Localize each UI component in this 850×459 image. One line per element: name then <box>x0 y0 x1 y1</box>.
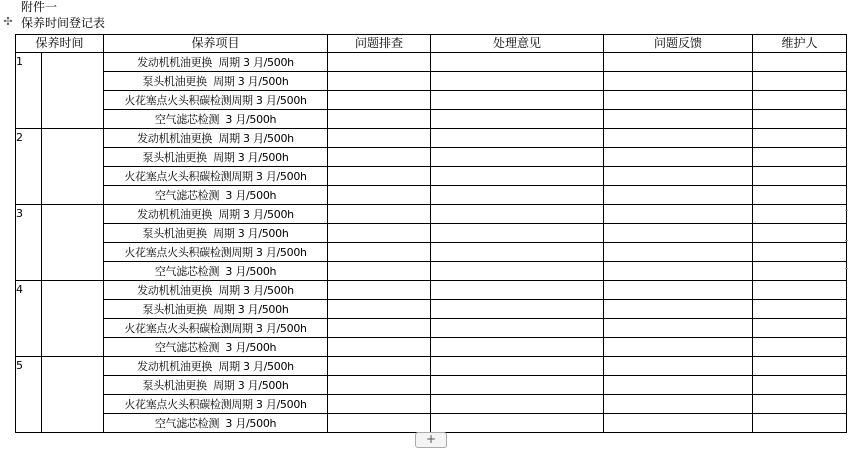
feedback-cell[interactable] <box>604 167 753 186</box>
maintenance-item-cell[interactable]: 火花塞点火头积碳检测周期 3 月/500h <box>104 243 328 262</box>
feedback-cell[interactable] <box>604 243 753 262</box>
maintainer-cell[interactable] <box>753 300 847 319</box>
maintainer-cell[interactable] <box>753 243 847 262</box>
feedback-cell[interactable] <box>604 281 753 300</box>
maintenance-item-cell[interactable]: 火花塞点火头积碳检测周期 3 月/500h <box>104 319 328 338</box>
maintenance-date-cell[interactable] <box>42 357 104 433</box>
table-row <box>16 205 847 224</box>
handling-opinion-cell[interactable] <box>431 281 604 300</box>
maintainer-cell[interactable] <box>753 186 847 205</box>
feedback-cell[interactable] <box>604 129 753 148</box>
annex-label: 附件一 <box>21 0 58 14</box>
maintenance-item-cell[interactable]: 泵头机油更换 周期 3 月/500h <box>104 224 328 243</box>
feedback-cell[interactable] <box>604 395 753 414</box>
table-row <box>16 338 847 357</box>
add-row-button[interactable] <box>415 432 447 448</box>
maintenance-item-cell[interactable]: 发动机机油更换 周期 3 月/500h <box>104 281 328 300</box>
handling-opinion-cell[interactable] <box>431 110 604 129</box>
troubleshooting-cell[interactable] <box>328 338 431 357</box>
maintenance-item-cell[interactable]: 泵头机油更换 周期 3 月/500h <box>104 300 328 319</box>
table-row <box>16 281 847 300</box>
maintainer-cell[interactable] <box>753 414 847 433</box>
troubleshooting-cell[interactable] <box>328 91 431 110</box>
feedback-cell[interactable] <box>604 319 753 338</box>
header-maintenance-time[interactable]: 保养时间 <box>16 35 104 53</box>
maintenance-item-cell[interactable]: 发动机机油更换 周期 3 月/500h <box>104 129 328 148</box>
table-row <box>16 414 847 433</box>
group-index-cell[interactable]: 4 <box>16 281 42 357</box>
maintenance-item-cell[interactable]: 泵头机油更换 周期 3 月/500h <box>104 148 328 167</box>
feedback-cell[interactable] <box>604 148 753 167</box>
plus-icon: + <box>425 432 437 446</box>
table-row <box>16 262 847 281</box>
maintenance-item-cell[interactable]: 发动机机油更换 周期 3 月/500h <box>104 357 328 376</box>
maintenance-item-cell[interactable]: 泵头机油更换 周期 3 月/500h <box>104 376 328 395</box>
handling-opinion-cell[interactable] <box>431 338 604 357</box>
feedback-cell[interactable] <box>604 414 753 433</box>
feedback-cell[interactable] <box>604 91 753 110</box>
header-feedback[interactable]: 问题反馈 <box>604 35 753 53</box>
table-resize-marks <box>845 210 849 270</box>
maintainer-cell[interactable] <box>753 262 847 281</box>
feedback-cell[interactable] <box>604 72 753 91</box>
table-row <box>16 129 847 148</box>
maintainer-cell[interactable] <box>753 319 847 338</box>
maintainer-cell[interactable] <box>753 110 847 129</box>
table-row <box>16 224 847 243</box>
table-row <box>16 167 847 186</box>
handling-opinion-cell[interactable] <box>431 91 604 110</box>
maintainer-cell[interactable] <box>753 148 847 167</box>
feedback-cell[interactable] <box>604 338 753 357</box>
document-title: 保养时间登记表 <box>21 16 106 30</box>
header-maintenance-item[interactable]: 保养项目 <box>104 35 328 53</box>
troubleshooting-cell[interactable] <box>328 148 431 167</box>
troubleshooting-cell[interactable] <box>328 129 431 148</box>
feedback-cell[interactable] <box>604 205 753 224</box>
maintenance-item-cell[interactable]: 发动机机油更换 周期 3 月/500h <box>104 205 328 224</box>
maintainer-cell[interactable] <box>753 167 847 186</box>
table-row <box>16 72 847 91</box>
maintainer-cell[interactable] <box>753 395 847 414</box>
troubleshooting-cell[interactable] <box>328 319 431 338</box>
group-index-cell[interactable]: 3 <box>16 205 42 281</box>
maintenance-item-cell[interactable]: 空气滤芯检测 3 月/500h <box>104 262 328 281</box>
troubleshooting-cell[interactable] <box>328 186 431 205</box>
troubleshooting-cell[interactable] <box>328 53 431 72</box>
handling-opinion-cell[interactable] <box>431 357 604 376</box>
troubleshooting-cell[interactable] <box>328 376 431 395</box>
handling-opinion-cell[interactable] <box>431 414 604 433</box>
troubleshooting-cell[interactable] <box>328 224 431 243</box>
maintainer-cell[interactable] <box>753 91 847 110</box>
maintenance-item-cell[interactable]: 空气滤芯检测 3 月/500h <box>104 110 328 129</box>
feedback-cell[interactable] <box>604 224 753 243</box>
handling-opinion-cell[interactable] <box>431 319 604 338</box>
troubleshooting-cell[interactable] <box>328 167 431 186</box>
table-row <box>16 186 847 205</box>
feedback-cell[interactable] <box>604 300 753 319</box>
table-row <box>16 357 847 376</box>
handling-opinion-cell[interactable] <box>431 53 604 72</box>
maintainer-cell[interactable] <box>753 205 847 224</box>
handling-opinion-cell[interactable] <box>431 224 604 243</box>
maintenance-item-cell[interactable]: 空气滤芯检测 3 月/500h <box>104 338 328 357</box>
maintenance-item-cell[interactable]: 火花塞点火头积碳检测周期 3 月/500h <box>104 91 328 110</box>
troubleshooting-cell[interactable] <box>328 414 431 433</box>
troubleshooting-cell[interactable] <box>328 300 431 319</box>
maintenance-item-cell[interactable]: 发动机机油更换 周期 3 月/500h <box>104 53 328 72</box>
table-row <box>16 53 847 72</box>
maintenance-date-cell[interactable] <box>42 281 104 357</box>
handling-opinion-cell[interactable] <box>431 262 604 281</box>
handling-opinion-cell[interactable] <box>431 205 604 224</box>
header-troubleshooting[interactable]: 问题排查 <box>328 35 431 53</box>
maintenance-date-cell[interactable] <box>42 129 104 205</box>
header-maintainer[interactable]: 维护人 <box>753 35 847 53</box>
troubleshooting-cell[interactable] <box>328 357 431 376</box>
handling-opinion-cell[interactable] <box>431 300 604 319</box>
feedback-cell[interactable] <box>604 262 753 281</box>
maintainer-cell[interactable] <box>753 72 847 91</box>
table-row <box>16 91 847 110</box>
group-index-cell[interactable]: 2 <box>16 129 42 205</box>
feedback-cell[interactable] <box>604 376 753 395</box>
maintenance-date-cell[interactable] <box>42 53 104 129</box>
feedback-cell[interactable] <box>604 357 753 376</box>
maintenance-item-cell[interactable]: 火花塞点火头积碳检测周期 3 月/500h <box>104 167 328 186</box>
table-row <box>16 110 847 129</box>
table-row <box>16 148 847 167</box>
maintenance-item-cell[interactable]: 泵头机油更换 周期 3 月/500h <box>104 72 328 91</box>
maintainer-cell[interactable] <box>753 376 847 395</box>
table-row <box>16 395 847 414</box>
handling-opinion-cell[interactable] <box>431 167 604 186</box>
handling-opinion-cell[interactable] <box>431 186 604 205</box>
group-index-cell[interactable]: 5 <box>16 357 42 433</box>
feedback-cell[interactable] <box>604 110 753 129</box>
maintainer-cell[interactable] <box>753 129 847 148</box>
maintenance-item-cell[interactable]: 空气滤芯检测 3 月/500h <box>104 186 328 205</box>
maintenance-item-cell[interactable]: 空气滤芯检测 3 月/500h <box>104 414 328 433</box>
maintenance-log-table <box>15 34 847 433</box>
handling-opinion-cell[interactable] <box>431 243 604 262</box>
feedback-cell[interactable] <box>604 186 753 205</box>
table-move-handle-icon[interactable]: ✣ <box>3 15 13 28</box>
maintainer-cell[interactable] <box>753 224 847 243</box>
troubleshooting-cell[interactable] <box>328 262 431 281</box>
table-row <box>16 300 847 319</box>
table-row <box>16 376 847 395</box>
troubleshooting-cell[interactable] <box>328 395 431 414</box>
table-header-row <box>16 35 847 53</box>
group-index-cell[interactable]: 1 <box>16 53 42 129</box>
maintainer-cell[interactable] <box>753 357 847 376</box>
troubleshooting-cell[interactable] <box>328 72 431 91</box>
troubleshooting-cell[interactable] <box>328 110 431 129</box>
troubleshooting-cell[interactable] <box>328 205 431 224</box>
header-handling-opinion[interactable]: 处理意见 <box>431 35 604 53</box>
maintainer-cell[interactable] <box>753 53 847 72</box>
table-row <box>16 243 847 262</box>
handling-opinion-cell[interactable] <box>431 148 604 167</box>
maintainer-cell[interactable] <box>753 281 847 300</box>
feedback-cell[interactable] <box>604 53 753 72</box>
maintainer-cell[interactable] <box>753 338 847 357</box>
maintenance-date-cell[interactable] <box>42 205 104 281</box>
handling-opinion-cell[interactable] <box>431 72 604 91</box>
handling-opinion-cell[interactable] <box>431 129 604 148</box>
troubleshooting-cell[interactable] <box>328 243 431 262</box>
handling-opinion-cell[interactable] <box>431 395 604 414</box>
table-row <box>16 319 847 338</box>
maintenance-item-cell[interactable]: 火花塞点火头积碳检测周期 3 月/500h <box>104 395 328 414</box>
handling-opinion-cell[interactable] <box>431 376 604 395</box>
troubleshooting-cell[interactable] <box>328 281 431 300</box>
